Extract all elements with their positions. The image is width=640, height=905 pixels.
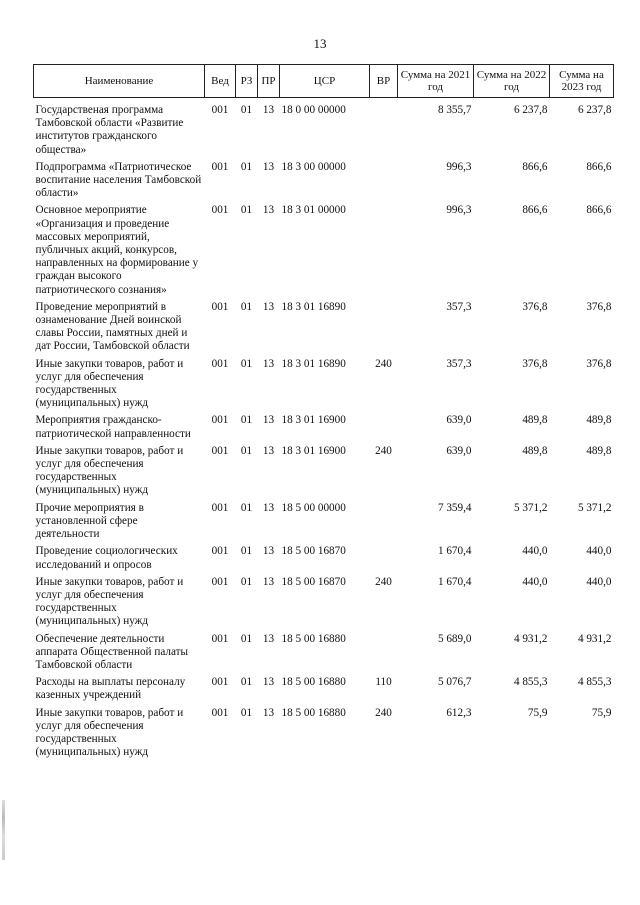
cell-rz: 01 xyxy=(240,444,253,457)
cell-sum-2021: 1 670,4 xyxy=(437,575,472,588)
cell-sum-2023: 4 855,3 xyxy=(577,676,612,689)
cell-pr: 13 xyxy=(262,104,275,116)
cell-sum-2023: 75,9 xyxy=(591,706,612,719)
cell-pr: 13 xyxy=(262,357,275,370)
cell-pr: 13 xyxy=(262,545,275,558)
cell-vr xyxy=(370,414,398,444)
table-row xyxy=(34,414,614,444)
cell-csr: 18 5 00 16870 xyxy=(281,545,346,558)
cell-name: Иные закупки товаров, работ и услуг для обеспечения государственных (муниципальных) нужд xyxy=(35,357,184,410)
cell-vr xyxy=(370,161,398,205)
cell-sum-2023: 6 237,8 xyxy=(577,104,612,116)
cell-name: Обеспечение деятельности аппарата Общественной палаты Тамбовской области xyxy=(35,632,189,671)
cell-csr: 18 5 00 00000 xyxy=(281,501,346,514)
cell-name: Основное мероприятие «Организация и проведение массовых мероприятий, публичных акций, конкурсов, направленных на формирование у граждан высокого патриотического сознания» xyxy=(35,204,199,296)
cell-vr: 240 xyxy=(375,575,392,588)
cell-vr: 240 xyxy=(375,706,392,719)
cell-ved: 001 xyxy=(211,160,229,173)
cell-sum-2022: 4 855,3 xyxy=(513,676,548,689)
cell-vr xyxy=(370,545,398,575)
cell-sum-2021: 996,3 xyxy=(446,204,472,217)
cell-rz: 01 xyxy=(240,160,253,173)
cell-sum-2023: 440,0 xyxy=(586,575,612,588)
header-pr: ПР xyxy=(258,65,280,98)
table-row xyxy=(34,445,614,502)
cell-vr: 240 xyxy=(375,444,392,457)
cell-name: Иные закупки товаров, работ и услуг для обеспечения государственных (муниципальных) нужд xyxy=(35,444,184,497)
cell-ved: 001 xyxy=(211,300,229,313)
cell-ved: 001 xyxy=(211,676,229,689)
cell-vr xyxy=(370,502,398,546)
table-row xyxy=(34,502,614,546)
cell-name: Иные закупки товаров, работ и услуг для обеспечения государственных (муниципальных) нужд xyxy=(35,706,184,759)
cell-name: Проведение мероприятий в ознаменование Дней воинской славы России, памятных дней и дат России, Тамбовской области xyxy=(35,300,190,353)
cell-vr xyxy=(370,633,398,677)
table-row xyxy=(34,707,614,764)
cell-rz: 01 xyxy=(240,414,253,427)
table-row xyxy=(34,576,614,633)
cell-ved: 001 xyxy=(211,357,229,370)
cell-ved: 001 xyxy=(211,632,229,645)
cell-sum-2023: 866,6 xyxy=(586,160,612,173)
header-sum-2021: Сумма на 2021 год xyxy=(398,65,474,98)
table-row xyxy=(34,358,614,415)
cell-sum-2023: 4 931,2 xyxy=(577,632,612,645)
table-row xyxy=(34,545,614,575)
cell-pr: 13 xyxy=(262,414,275,427)
cell-ved: 001 xyxy=(211,414,229,427)
cell-name: Проведение социологических исследований и опросов xyxy=(35,545,178,571)
cell-ved: 001 xyxy=(211,104,229,116)
cell-sum-2022: 5 371,2 xyxy=(513,501,548,514)
cell-csr: 18 5 00 16870 xyxy=(281,575,346,588)
cell-sum-2021: 612,3 xyxy=(446,706,472,719)
header-sum-2023: Сумма на 2023 год xyxy=(550,65,614,98)
cell-ved: 001 xyxy=(211,706,229,719)
cell-ved: 001 xyxy=(211,444,229,457)
header-ved: Вед xyxy=(205,65,236,98)
cell-sum-2023: 5 371,2 xyxy=(577,501,612,514)
cell-sum-2022: 4 931,2 xyxy=(513,632,548,645)
cell-pr: 13 xyxy=(262,501,275,514)
table-row xyxy=(34,633,614,677)
cell-rz: 01 xyxy=(240,104,253,116)
cell-rz: 01 xyxy=(240,501,253,514)
header-name: Наименование xyxy=(34,65,205,98)
cell-sum-2022: 866,6 xyxy=(522,160,548,173)
cell-ved: 001 xyxy=(211,545,229,558)
header-sum-2022: Сумма на 2022 год xyxy=(474,65,550,98)
cell-name: Иные закупки товаров, работ и услуг для обеспечения государственных (муниципальных) нужд xyxy=(35,575,184,628)
cell-name: Мероприятия гражданско-патриотической направленности xyxy=(35,414,191,440)
cell-sum-2022: 376,8 xyxy=(522,357,548,370)
table-row xyxy=(34,161,614,205)
cell-sum-2021: 5 689,0 xyxy=(437,632,472,645)
table-row xyxy=(34,301,614,358)
cell-sum-2021: 639,0 xyxy=(446,444,472,457)
cell-pr: 13 xyxy=(262,575,275,588)
cell-sum-2023: 489,8 xyxy=(586,414,612,427)
cell-sum-2021: 357,3 xyxy=(446,357,472,370)
cell-vr xyxy=(370,204,398,300)
cell-sum-2022: 6 237,8 xyxy=(513,104,548,116)
cell-vr xyxy=(370,301,398,358)
cell-pr: 13 xyxy=(262,706,275,719)
cell-name: Расходы на выплаты персоналу казенных учреждений xyxy=(35,676,186,702)
cell-sum-2021: 7 359,4 xyxy=(437,501,472,514)
cell-sum-2021: 5 076,7 xyxy=(437,676,472,689)
cell-ved: 001 xyxy=(211,501,229,514)
table-row xyxy=(34,204,614,300)
cell-sum-2021: 357,3 xyxy=(446,300,472,313)
cell-pr: 13 xyxy=(262,204,275,217)
cell-csr: 18 3 01 00000 xyxy=(281,204,346,217)
header-rz: РЗ xyxy=(236,65,258,98)
cell-csr: 18 3 01 16890 xyxy=(281,357,346,370)
cell-csr: 18 5 00 16880 xyxy=(281,706,346,719)
cell-rz: 01 xyxy=(240,632,253,645)
cell-pr: 13 xyxy=(262,444,275,457)
cell-pr: 13 xyxy=(262,160,275,173)
cell-csr: 18 5 00 16880 xyxy=(281,632,346,645)
cell-sum-2022: 489,8 xyxy=(522,444,548,457)
cell-csr: 18 3 01 16900 xyxy=(281,444,346,457)
cell-sum-2022: 75,9 xyxy=(527,706,548,719)
table-row xyxy=(34,98,614,161)
cell-name: Государственая программа Тамбовской области «Развитие институтов гражданского общества» xyxy=(35,104,184,156)
cell-csr: 18 3 00 00000 xyxy=(281,160,346,173)
cell-pr: 13 xyxy=(262,676,275,689)
cell-rz: 01 xyxy=(240,706,253,719)
cell-sum-2021: 8 355,7 xyxy=(437,104,472,116)
cell-sum-2021: 639,0 xyxy=(446,414,472,427)
cell-csr: 18 5 00 16880 xyxy=(281,676,346,689)
cell-pr: 13 xyxy=(262,300,275,313)
cell-sum-2023: 376,8 xyxy=(586,357,612,370)
cell-name: Прочие мероприятия в установленной сфере деятельности xyxy=(35,501,144,541)
cell-vr: 240 xyxy=(375,357,392,370)
budget-table xyxy=(33,64,614,763)
cell-vr xyxy=(370,98,398,161)
header-vr: ВР xyxy=(370,65,398,98)
cell-sum-2023: 489,8 xyxy=(586,444,612,457)
cell-rz: 01 xyxy=(240,575,253,588)
cell-rz: 01 xyxy=(240,545,253,558)
cell-csr: 18 3 01 16890 xyxy=(281,300,346,313)
page-number: 13 xyxy=(313,36,327,51)
cell-rz: 01 xyxy=(240,357,253,370)
cell-csr: 18 0 00 00000 xyxy=(281,104,346,116)
cell-rz: 01 xyxy=(240,676,253,689)
cell-ved: 001 xyxy=(211,575,229,588)
cell-sum-2023: 866,6 xyxy=(586,204,612,217)
cell-ved: 001 xyxy=(211,204,229,217)
cell-rz: 01 xyxy=(240,204,253,217)
table-header-row xyxy=(34,65,614,98)
header-csr: ЦСР xyxy=(280,65,370,98)
cell-name: Подпрограмма «Патриотическое воспитание населения Тамбовской области» xyxy=(35,160,202,200)
cell-sum-2021: 1 670,4 xyxy=(437,545,472,558)
cell-sum-2022: 440,0 xyxy=(522,575,548,588)
cell-sum-2021: 996,3 xyxy=(446,160,472,173)
cell-sum-2022: 376,8 xyxy=(522,300,548,313)
cell-rz: 01 xyxy=(240,300,253,313)
cell-csr: 18 3 01 16900 xyxy=(281,414,346,427)
table-body xyxy=(34,98,614,764)
cell-sum-2022: 866,6 xyxy=(522,204,548,217)
cell-sum-2023: 376,8 xyxy=(586,300,612,313)
cell-sum-2022: 440,0 xyxy=(522,545,548,558)
scan-edge-mark xyxy=(2,800,5,860)
cell-vr: 110 xyxy=(375,676,392,689)
cell-sum-2023: 440,0 xyxy=(586,545,612,558)
table-row xyxy=(34,676,614,706)
cell-sum-2022: 489,8 xyxy=(522,414,548,427)
cell-pr: 13 xyxy=(262,632,275,645)
